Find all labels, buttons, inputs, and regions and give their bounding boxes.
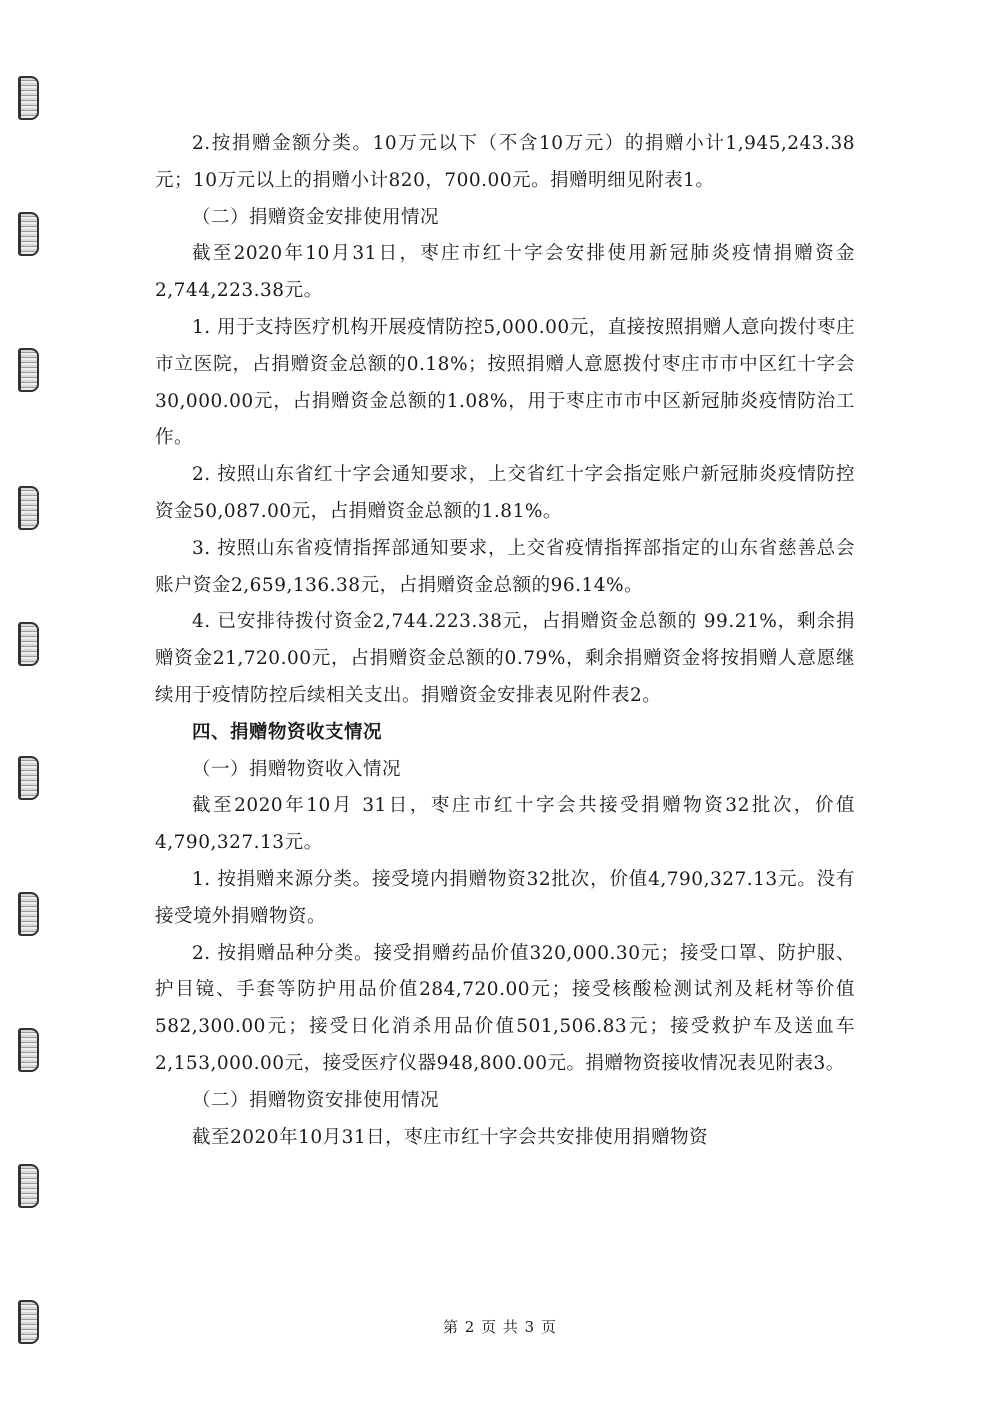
para-materials-allocation-summary: 截至2020年10月31日，枣庄市红十字会共安排使用捐赠物资: [192, 1126, 709, 1148]
binding-hole-icon: [18, 212, 39, 256]
para-materials-by-source: 1. 按捐赠来源分类。接受境内捐赠物资32批次，价值4,790,327.13元。没有接受境外捐赠物资。: [155, 868, 855, 927]
binding-hole-icon: [18, 892, 39, 936]
para-fund-item-4: 4. 已安排待拨付资金2,744.223.38元，占捐赠资金总额的 99.21%，剩余捐赠资金21,720.00元，占捐赠资金总额的0.79%，剩余捐赠资金将按捐赠人意愿继续用于疫情防控后续相关支出。捐赠资金安排表见附件表2。: [155, 611, 855, 706]
page-number-footer: 第 2 页 共 3 页: [443, 1318, 557, 1336]
subheading-materials-allocation: （二）捐赠物资安排使用情况: [192, 1089, 440, 1111]
subheading-materials-income: （一）捐赠物资收入情况: [192, 758, 402, 780]
document-body: [155, 126, 855, 1156]
binding-holes: [8, 0, 48, 1414]
binding-hole-icon: [18, 756, 39, 800]
binding-hole-icon: [18, 76, 39, 120]
para-fund-item-3: 3. 按照山东省疫情指挥部通知要求，上交省疫情指挥部指定的山东省慈善总会账户资金2,659,136.38元，占捐赠资金总额的96.14%。: [155, 537, 855, 596]
para-fund-item-2: 2. 按照山东省红十字会通知要求，上交省红十字会指定账户新冠肺炎疫情防控资金50,087.00元，占捐赠资金总额的1.81%。: [155, 464, 855, 522]
para-materials-by-type: 2. 按捐赠品种分类。接受捐赠药品价值320,000.30元；接受口罩、防护服、护目镜、手套等防护用品价值284,720.00元；接受核酸检测试剂及耗材等价值582,300.00元；接受日化消杀用品价值501,506.83元；接受救护车及送血车2,153,000.00元，接受医疗仪器948,800.00元。捐赠物资接收情况表见附表3。: [155, 942, 855, 1074]
binding-hole-icon: [18, 1164, 39, 1208]
binding-hole-icon: [18, 1028, 39, 1072]
binding-hole-icon: [18, 622, 39, 666]
binding-hole-icon: [18, 348, 39, 392]
para-fund-item-1: 1. 用于支持医疗机构开展疫情防控5,000.00元，直接按照捐赠人意向拨付枣庄市立医院，占捐赠资金总额的0.18%；按照捐赠人意愿拨付枣庄市市中区红十字会30,000.00元，占捐赠资金总额的1.08%，用于枣庄市市中区新冠肺炎疫情防治工作。: [155, 316, 855, 449]
para-materials-income-summary: 截至2020年10月 31日，枣庄市红十字会共接受捐赠物资32批次，价值4,790,327.13元。: [155, 795, 855, 854]
binding-hole-icon: [18, 486, 39, 530]
para-fund-allocation-summary: 截至2020年10月31日，枣庄市红十字会安排使用新冠肺炎疫情捐赠资金2,744,223.38元。: [155, 243, 855, 302]
section-heading-materials: 四、捐赠物资收支情况: [192, 721, 383, 743]
para-donation-amount-classification: 2.按捐赠金额分类。10万元以下（不含10万元）的捐赠小计1,945,243.38元；10万元以上的捐赠小计820，700.00元。捐赠明细见附表1。: [155, 133, 855, 191]
subheading-fund-allocation: （二）捐赠资金安排使用情况: [192, 206, 440, 228]
